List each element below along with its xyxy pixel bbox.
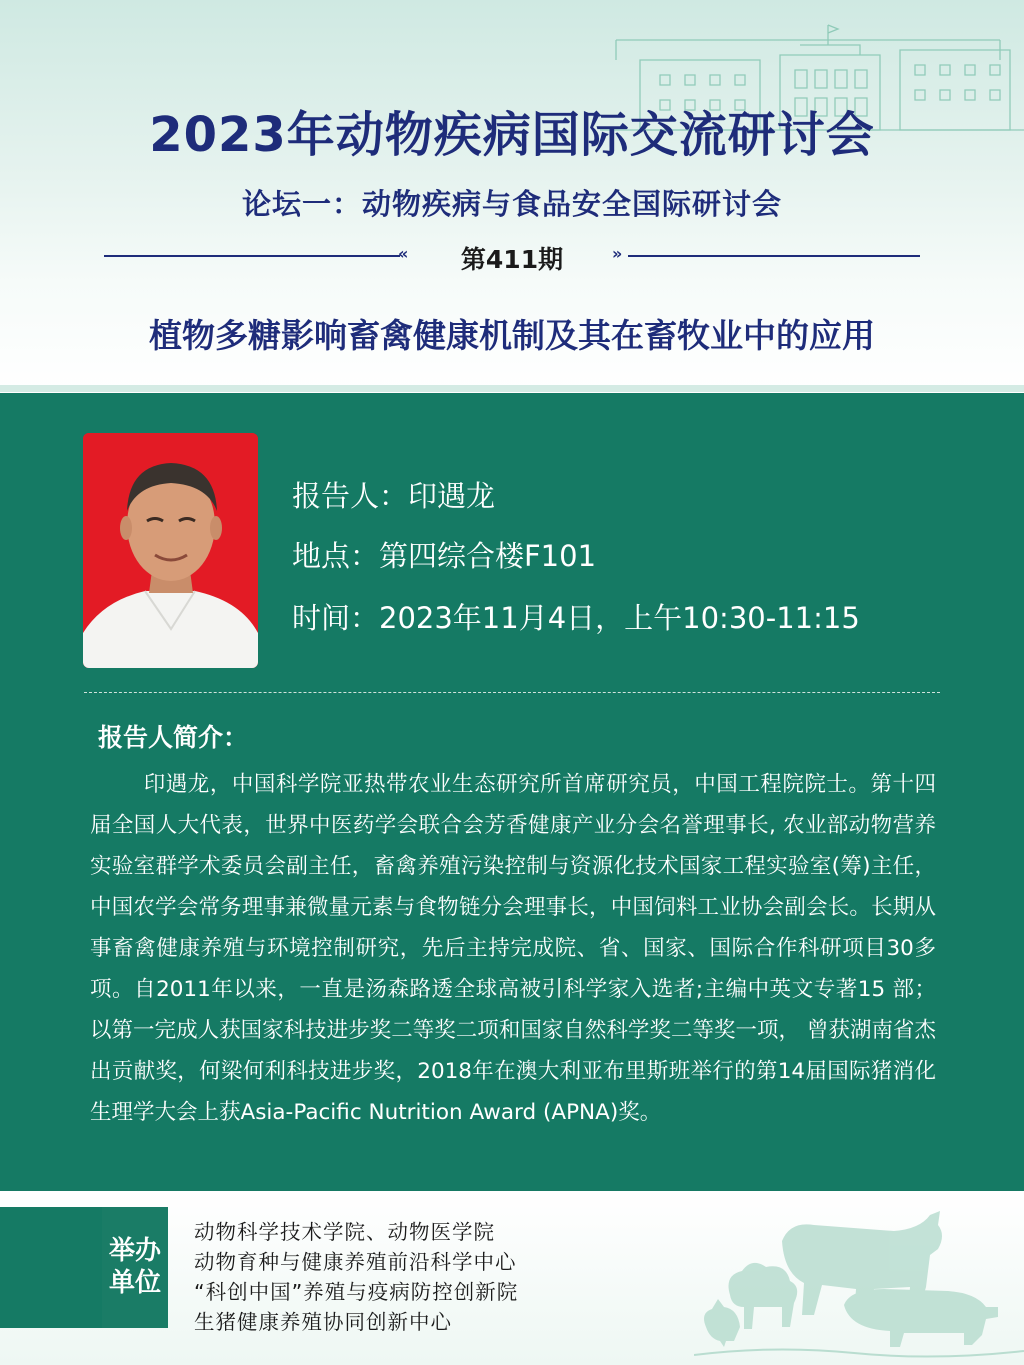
chevron-left-icon: «	[398, 244, 409, 263]
intro-heading: 报告人简介：	[98, 723, 249, 752]
livestock-silhouettes-icon	[694, 1195, 1024, 1365]
organizer-label-line1: 举办	[108, 1236, 161, 1266]
organizer-label	[102, 1207, 168, 1328]
divider-right	[628, 255, 920, 257]
dashed-divider	[84, 692, 940, 693]
footer-accent-strip	[0, 1207, 102, 1328]
organizer-item: 动物科学技术学院、动物医学院	[194, 1220, 495, 1244]
speaker-photo	[83, 433, 258, 668]
talk-location: 地点：第四综合楼F101	[292, 539, 597, 573]
chevron-right-icon: »	[612, 244, 623, 263]
organizer-label-line2: 单位	[108, 1268, 161, 1298]
forum-subtitle: 论坛一：动物疾病与食品安全国际研讨会	[241, 187, 782, 221]
issue-number: 第411期	[460, 245, 564, 274]
organizer-item: “科创中国”养殖与疫病防控创新院	[194, 1280, 519, 1304]
speaker-portrait-icon	[83, 433, 258, 668]
talk-time: 时间：2023年11月4日，上午10:30-11:15	[292, 601, 860, 635]
speaker-name: 报告人：印遇龙	[292, 479, 496, 513]
bio-paragraph: 印遇龙，中国科学院亚热带农业生态研究所首席研究员，中国工程院院士。第十四届全国人大代表，世界中医药学会联合会芳香健康产业分会名誉理事长, 农业部动物营养实验室群学术委员会副主任，畜禽养殖污染控制与资源化技术国家工程实验室(筹)主任，中国农学会常务理事兼微量元素与食物链分会理事长，中国饲料工业协会副会长。长期从事畜禽健康养殖与环境控制研究，先后主持完成院、省、国家、国际合作科研项目30多项。自2011年以来，一直是汤森路透全球高被引科学家入选者;主编中英文专著15 部；以第一完成人获国家科技进步奖二等奖二项和国家自然科学奖二等奖一项， 曾获湖南省杰出贡献奖，何梁何利科技进步奖，2018年在澳大利亚布里斯班举行的第14届国际猪消化生理学大会上获Asia-Pacific Nutrition Award (APNA)奖。	[90, 772, 936, 1125]
talk-title: 植物多糖影响畜禽健康机制及其在畜牧业中的应用	[149, 316, 875, 355]
header-band	[0, 385, 1024, 392]
divider-left	[104, 255, 400, 257]
poster-header	[0, 0, 1024, 392]
event-title: 2023年动物疾病国际交流研讨会	[149, 107, 875, 163]
poster-footer	[0, 1191, 1024, 1365]
organizer-item: 生猪健康养殖协同创新中心	[194, 1310, 452, 1334]
speaker-bio	[90, 764, 936, 1133]
organizer-item: 动物育种与健康养殖前沿科学中心	[194, 1250, 517, 1274]
